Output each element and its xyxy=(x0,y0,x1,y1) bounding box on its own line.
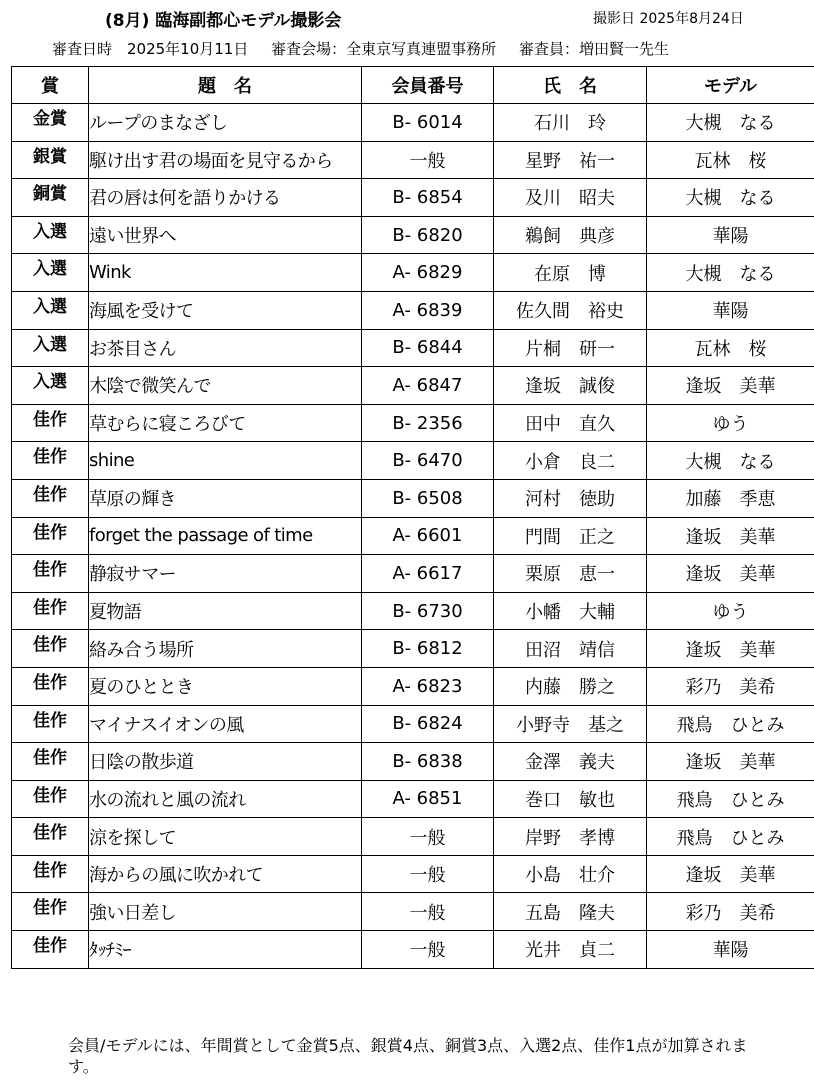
member-number-cell: A- 6617 xyxy=(362,555,494,593)
model-name-cell: 瓦林 桜 xyxy=(647,329,814,367)
table-row xyxy=(12,931,814,969)
model-name-cell: 加藤 季恵 xyxy=(647,479,814,517)
photographer-name-cell: 在原 博 xyxy=(494,254,647,292)
table-row xyxy=(12,404,814,442)
judging-datetime: 審査日時 2025年10月11日 xyxy=(52,40,249,58)
photo-title-cell: 夏のひととき xyxy=(89,667,362,705)
table-row xyxy=(12,893,814,931)
table-row xyxy=(12,329,814,367)
table-row xyxy=(12,479,814,517)
judging-venue: 審査会場：全東京写真連盟事務所 xyxy=(271,40,497,58)
member-number-cell: 一般 xyxy=(362,893,494,931)
photographer-name-cell: 金澤 義夫 xyxy=(494,743,647,781)
member-number-cell: B- 6820 xyxy=(362,216,494,254)
award-cell: 佳作 xyxy=(12,517,89,555)
photo-title-cell: 夏物語 xyxy=(89,592,362,630)
member-number-cell: B- 6470 xyxy=(362,442,494,480)
award-cell: 佳作 xyxy=(12,780,89,818)
member-number-cell: A- 6847 xyxy=(362,367,494,405)
photographer-name-cell: 栗原 恵一 xyxy=(494,555,647,593)
photo-title-cell: 草むらに寝ころびて xyxy=(89,404,362,442)
table-row xyxy=(12,818,814,856)
member-number-cell: 一般 xyxy=(362,855,494,893)
award-cell: 佳作 xyxy=(12,931,89,969)
award-cell: 入選 xyxy=(12,329,89,367)
table-row xyxy=(12,855,814,893)
member-number-cell: B- 6844 xyxy=(362,329,494,367)
photographer-name-cell: 小島 壮介 xyxy=(494,855,647,893)
photo-title-cell: 日陰の散歩道 xyxy=(89,743,362,781)
model-name-cell: 逢坂 美華 xyxy=(647,367,814,405)
model-name-cell: 大槻 なる xyxy=(647,254,814,292)
member-number-cell: B- 6854 xyxy=(362,179,494,217)
award-cell: 佳作 xyxy=(12,630,89,668)
table-row xyxy=(12,517,814,555)
document-title: (8月) 臨海副都心モデル撮影会 xyxy=(105,11,342,31)
photo-title-cell: 海風を受けて xyxy=(89,291,362,329)
award-cell: 佳作 xyxy=(12,818,89,856)
member-number-cell: B- 2356 xyxy=(362,404,494,442)
model-name-cell: ゆう xyxy=(647,404,814,442)
table-row xyxy=(12,291,814,329)
award-cell: 佳作 xyxy=(12,667,89,705)
footer-note: 会員/モデルには、年間賞として金賞5点、銀賞4点、銅賞3点、入選2点、佳作1点が加算されます。 xyxy=(68,1036,748,1076)
model-name-cell: 大槻 なる xyxy=(647,179,814,217)
model-name-cell: 逢坂 美華 xyxy=(647,630,814,668)
photographer-name-cell: 小幡 大輔 xyxy=(494,592,647,630)
model-name-cell: 飛鳥 ひとみ xyxy=(647,780,814,818)
table-row xyxy=(12,630,814,668)
award-cell: 金賞 xyxy=(12,104,89,142)
photo-title-cell: 海からの風に吹かれて xyxy=(89,855,362,893)
award-cell: 佳作 xyxy=(12,404,89,442)
table-row xyxy=(12,254,814,292)
award-cell: 銀賞 xyxy=(12,141,89,179)
column-header-title: 題 名 xyxy=(89,67,362,104)
table-row xyxy=(12,104,814,142)
model-name-cell: 彩乃 美希 xyxy=(647,667,814,705)
photo-title-cell: shine xyxy=(89,442,362,480)
photographer-name-cell: 内藤 勝之 xyxy=(494,667,647,705)
photographer-name-cell: 小野寺 基之 xyxy=(494,705,647,743)
photo-title-cell: 遠い世界へ xyxy=(89,216,362,254)
photographer-name-cell: 石川 玲 xyxy=(494,104,647,142)
photo-title-cell: 水の流れと風の流れ xyxy=(89,780,362,818)
photo-title-cell: forget the passage of time xyxy=(89,517,362,555)
member-number-cell: A- 6851 xyxy=(362,780,494,818)
results-table xyxy=(11,66,814,969)
photographer-name-cell: 田中 直久 xyxy=(494,404,647,442)
column-header-award: 賞 xyxy=(12,67,89,104)
member-number-cell: B- 6812 xyxy=(362,630,494,668)
award-cell: 佳作 xyxy=(12,705,89,743)
member-number-cell: 一般 xyxy=(362,931,494,969)
photo-title-cell: ループのまなざし xyxy=(89,104,362,142)
model-name-cell: 逢坂 美華 xyxy=(647,743,814,781)
table-row xyxy=(12,780,814,818)
model-name-cell: 瓦林 桜 xyxy=(647,141,814,179)
model-name-cell: 飛鳥 ひとみ xyxy=(647,705,814,743)
photo-title-cell: 静寂サマー xyxy=(89,555,362,593)
award-cell: 佳作 xyxy=(12,479,89,517)
table-row xyxy=(12,743,814,781)
photographer-name-cell: 佐久間 裕史 xyxy=(494,291,647,329)
photographer-name-cell: 巻口 敏也 xyxy=(494,780,647,818)
photographer-name-cell: 鵜飼 典彦 xyxy=(494,216,647,254)
member-number-cell: 一般 xyxy=(362,141,494,179)
photo-title-cell: 草原の輝き xyxy=(89,479,362,517)
model-name-cell: 華陽 xyxy=(647,931,814,969)
member-number-cell: A- 6829 xyxy=(362,254,494,292)
column-header-member-number: 会員番号 xyxy=(362,67,494,104)
award-cell: 佳作 xyxy=(12,442,89,480)
photographer-name-cell: 及川 昭夫 xyxy=(494,179,647,217)
photo-title-cell: 強い日差し xyxy=(89,893,362,931)
member-number-cell: B- 6730 xyxy=(362,592,494,630)
table-row xyxy=(12,179,814,217)
member-number-cell: B- 6508 xyxy=(362,479,494,517)
photographer-name-cell: 岸野 孝博 xyxy=(494,818,647,856)
column-header-model: モデル xyxy=(647,67,814,104)
photographer-name-cell: 門間 正之 xyxy=(494,517,647,555)
photo-title-cell: 木陰で微笑んで xyxy=(89,367,362,405)
photo-title-cell: お茶目さん xyxy=(89,329,362,367)
model-name-cell: 逢坂 美華 xyxy=(647,517,814,555)
photo-title-cell: 君の唇は何を語りかける xyxy=(89,179,362,217)
results-body xyxy=(12,104,814,969)
model-name-cell: 大槻 なる xyxy=(647,442,814,480)
photographer-name-cell: 片桐 研一 xyxy=(494,329,647,367)
photographer-name-cell: 星野 祐一 xyxy=(494,141,647,179)
photographer-name-cell: 光井 貞二 xyxy=(494,931,647,969)
photo-title-cell: Wink xyxy=(89,254,362,292)
table-row xyxy=(12,667,814,705)
photographer-name-cell: 河村 徳助 xyxy=(494,479,647,517)
table-row xyxy=(12,555,814,593)
photographer-name-cell: 五島 隆夫 xyxy=(494,893,647,931)
shoot-date: 撮影日 2025年8月24日 xyxy=(593,11,744,27)
photographer-name-cell: 田沼 靖信 xyxy=(494,630,647,668)
photo-title-cell: 駆け出す君の場面を見守るから xyxy=(89,141,362,179)
award-cell: 入選 xyxy=(12,291,89,329)
column-header-name: 氏 名 xyxy=(494,67,647,104)
award-cell: 入選 xyxy=(12,254,89,292)
model-name-cell: 華陽 xyxy=(647,291,814,329)
table-row xyxy=(12,705,814,743)
model-name-cell: 逢坂 美華 xyxy=(647,555,814,593)
table-row xyxy=(12,442,814,480)
member-number-cell: 一般 xyxy=(362,818,494,856)
member-number-cell: B- 6838 xyxy=(362,743,494,781)
photo-title-cell: 涼を探して xyxy=(89,818,362,856)
member-number-cell: A- 6601 xyxy=(362,517,494,555)
award-cell: 銅賞 xyxy=(12,179,89,217)
photographer-name-cell: 小倉 良二 xyxy=(494,442,647,480)
award-cell: 佳作 xyxy=(12,555,89,593)
photo-title-cell: ﾀｯﾁﾐｰ xyxy=(89,931,362,969)
member-number-cell: B- 6824 xyxy=(362,705,494,743)
table-row xyxy=(12,141,814,179)
model-name-cell: 華陽 xyxy=(647,216,814,254)
award-cell: 入選 xyxy=(12,367,89,405)
model-name-cell: 逢坂 美華 xyxy=(647,855,814,893)
model-name-cell: ゆう xyxy=(647,592,814,630)
member-number-cell: A- 6839 xyxy=(362,291,494,329)
table-row xyxy=(12,592,814,630)
member-number-cell: B- 6014 xyxy=(362,104,494,142)
table-header-row xyxy=(12,67,814,104)
judging-info xyxy=(52,38,669,59)
photographer-name-cell: 逢坂 誠俊 xyxy=(494,367,647,405)
award-cell: 佳作 xyxy=(12,855,89,893)
model-name-cell: 飛鳥 ひとみ xyxy=(647,818,814,856)
model-name-cell: 大槻 なる xyxy=(647,104,814,142)
member-number-cell: A- 6823 xyxy=(362,667,494,705)
award-cell: 佳作 xyxy=(12,743,89,781)
judge-name: 審査員：増田賢一先生 xyxy=(518,40,669,58)
table-row xyxy=(12,367,814,405)
model-name-cell: 彩乃 美希 xyxy=(647,893,814,931)
award-cell: 入選 xyxy=(12,216,89,254)
table-row xyxy=(12,216,814,254)
photo-title-cell: 絡み合う場所 xyxy=(89,630,362,668)
award-cell: 佳作 xyxy=(12,592,89,630)
award-cell: 佳作 xyxy=(12,893,89,931)
photo-title-cell: マイナスイオンの風 xyxy=(89,705,362,743)
